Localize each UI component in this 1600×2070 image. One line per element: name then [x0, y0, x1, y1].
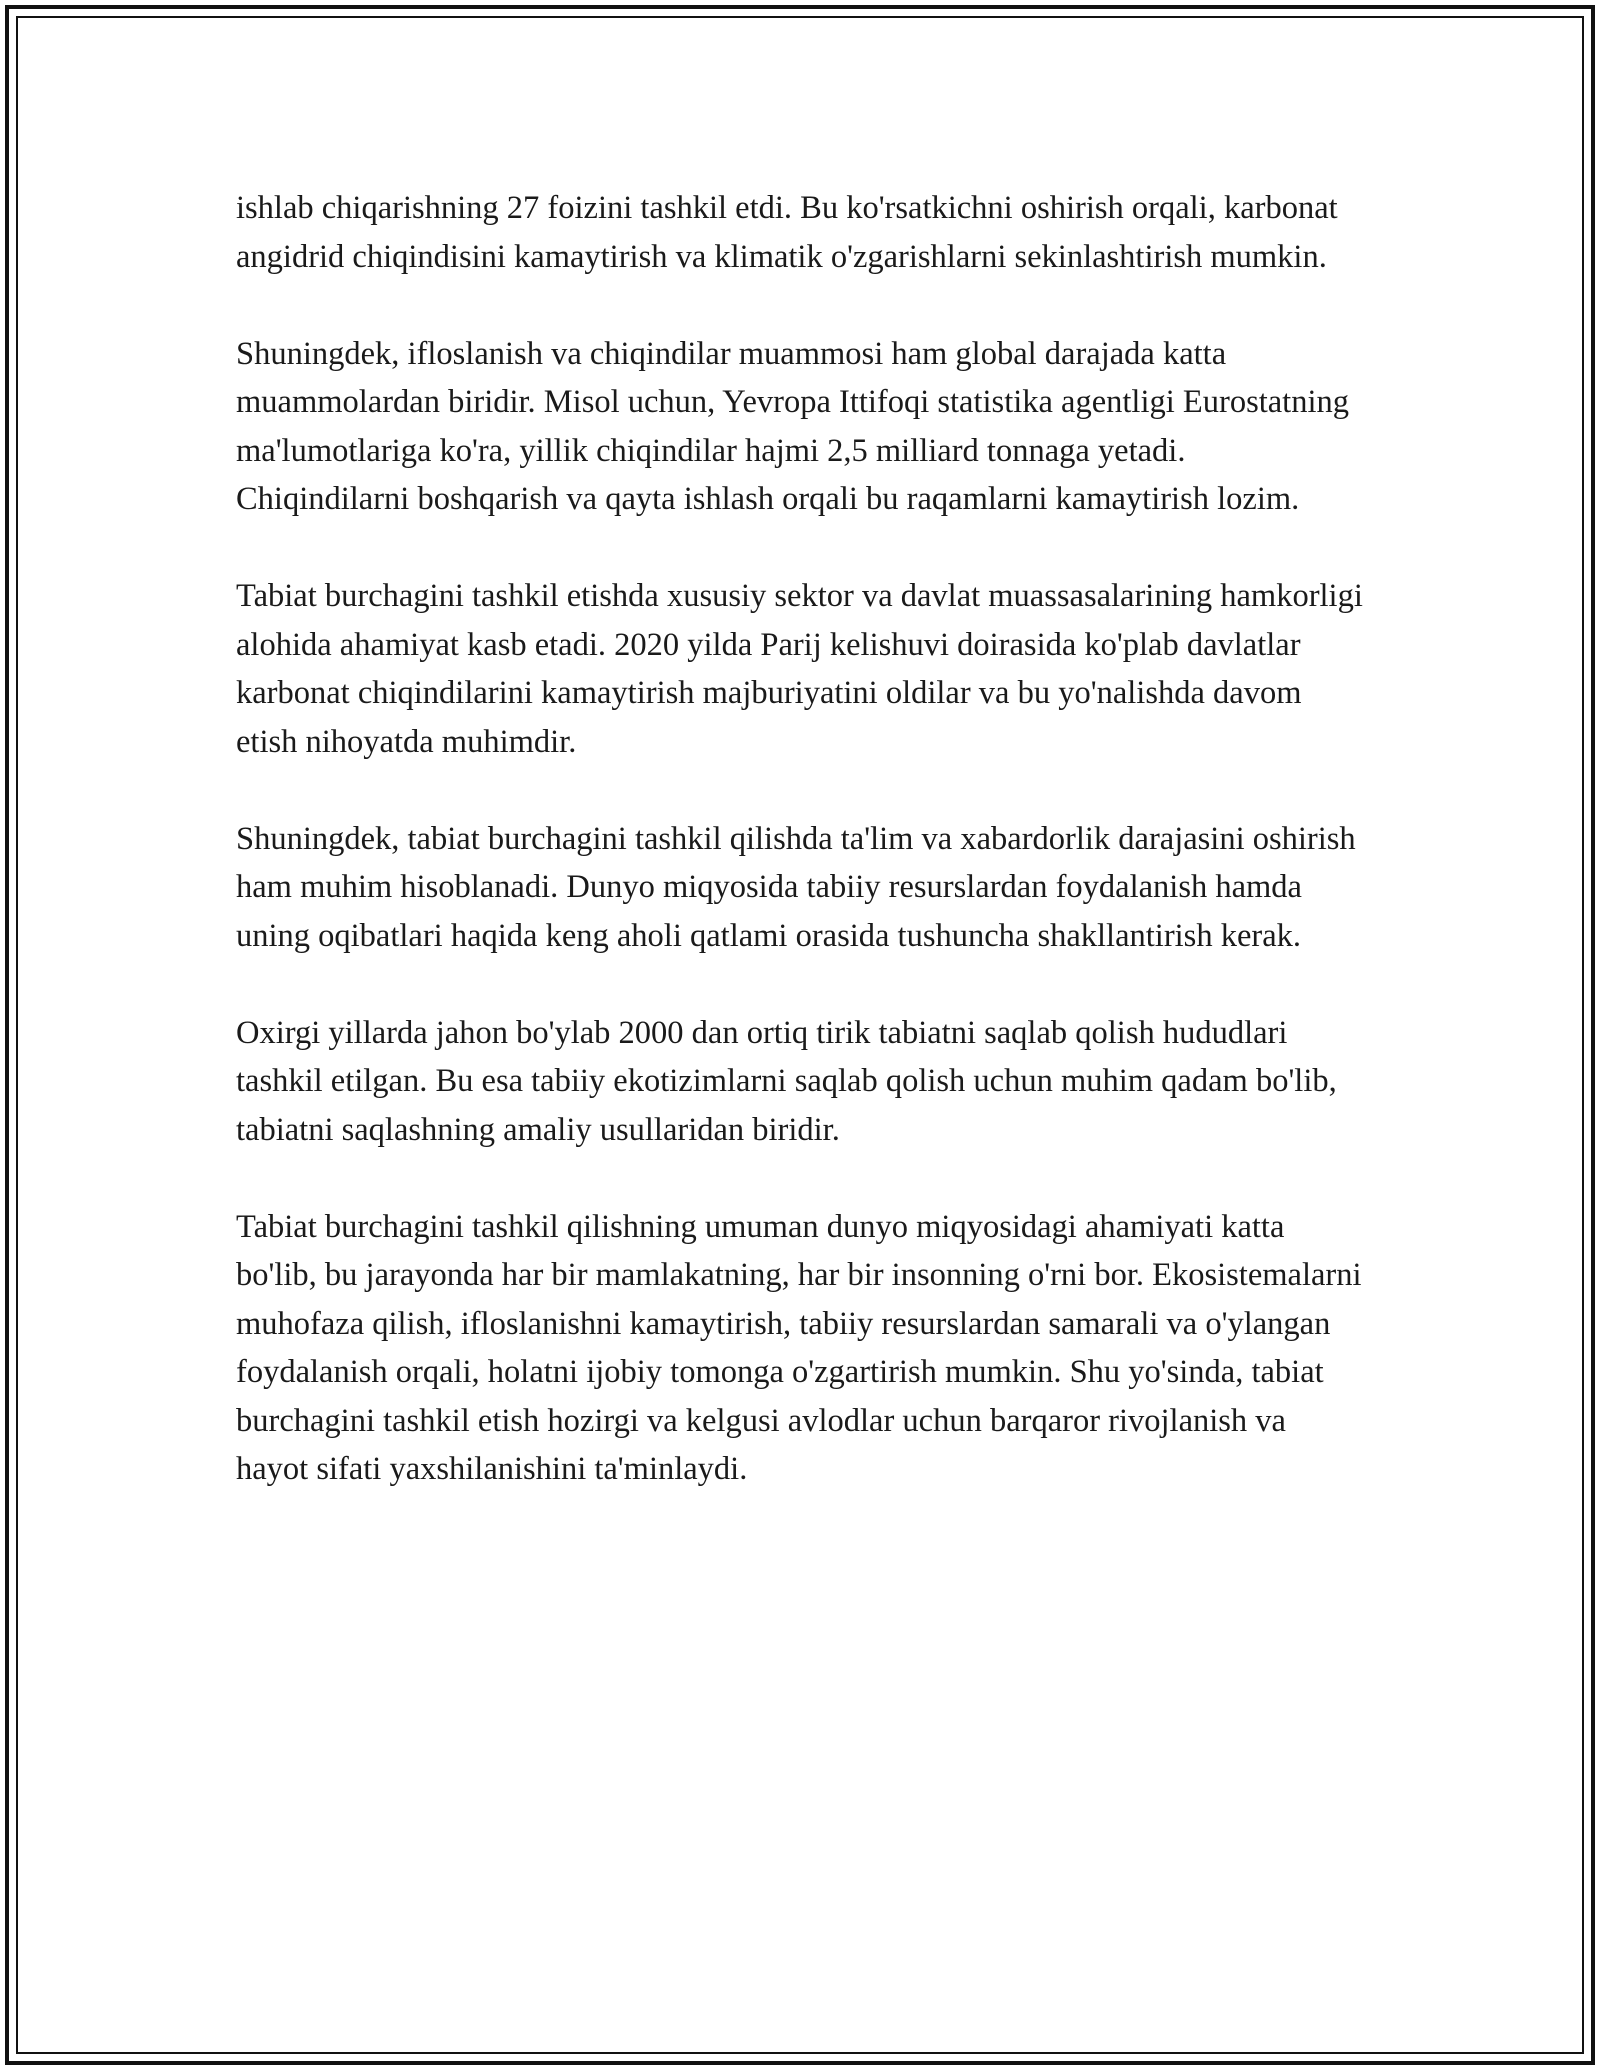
paragraph: Tabiat burchagini tashkil qilishning umuman dunyo miqyosidagi ahamiyati katta bo'lib, bu jarayonda har bir mamlakatning, har bir insonning o'rni bor. Ekosistemalarni muhofaza qilish, ifloslanishni kamaytirish, tabiiy resurslardan samarali va o'ylangan foydalanish orqali, holatni ijobiy tomonga o'zgartirish mumkin. Shu yo'sinda, tabiat burchagini tashkil etish hozirgi va kelgusi avlodlar uchun barqaror rivojlanish va hayot sifati yaxshilanishini ta'minlaydi. — [236, 1208, 1362, 1487]
paragraph: Shuningdek, ifloslanish va chiqindilar muammosi ham global darajada katta muammolardan biridir. Misol uchun, Yevropa Ittifoqi statistika agentligi Eurostatning ma'lumotlariga ko'ra, yillik chiqindilar hajmi 2,5 milliard tonnaga yetadi. Chiqindilarni boshqarish va qayta ishlash orqali bu raqamlarni kamaytirish lozim. — [236, 335, 1349, 517]
paragraph: ishlab chiqarishning 27 foizini tashkil etdi. Bu ko'rsatkichni oshirish orqali, karbonat angidrid chiqindisini kamaytirish va klimatik o'zgarishlarni sekinlashtirish mumkin. — [236, 190, 1338, 275]
paragraph: Oxirgi yillarda jahon bo'ylab 2000 dan ortiq tirik tabiatni saqlab qolish hududlari tashkil etilgan. Bu esa tabiiy ekotizimlarni saqlab qolish uchun muhim qadam bo'lib, tabiatni saqlashning amaliy usullaridan biridir. — [236, 1014, 1337, 1148]
document-body — [236, 184, 1366, 1494]
paragraph: Shuningdek, tabiat burchagini tashkil qilishda ta'lim va xabardorlik darajasini oshirish ham muhim hisoblanadi. Dunyo miqyosida tabiiy resurslardan foydalanish hamda uning oqibatlari haqida keng aholi qatlami orasida tushuncha shakllantirish kerak. — [236, 820, 1356, 954]
paragraph: Tabiat burchagini tashkil etishda xususiy sektor va davlat muassasalarining hamkorligi alohida ahamiyat kasb etadi. 2020 yilda Parij kelishuvi doirasida ko'plab davlatlar karbonat chiqindilarini kamaytirish majburiyatini oldilar va bu yo'nalishda davom etish nihoyatda muhimdir. — [236, 578, 1363, 760]
